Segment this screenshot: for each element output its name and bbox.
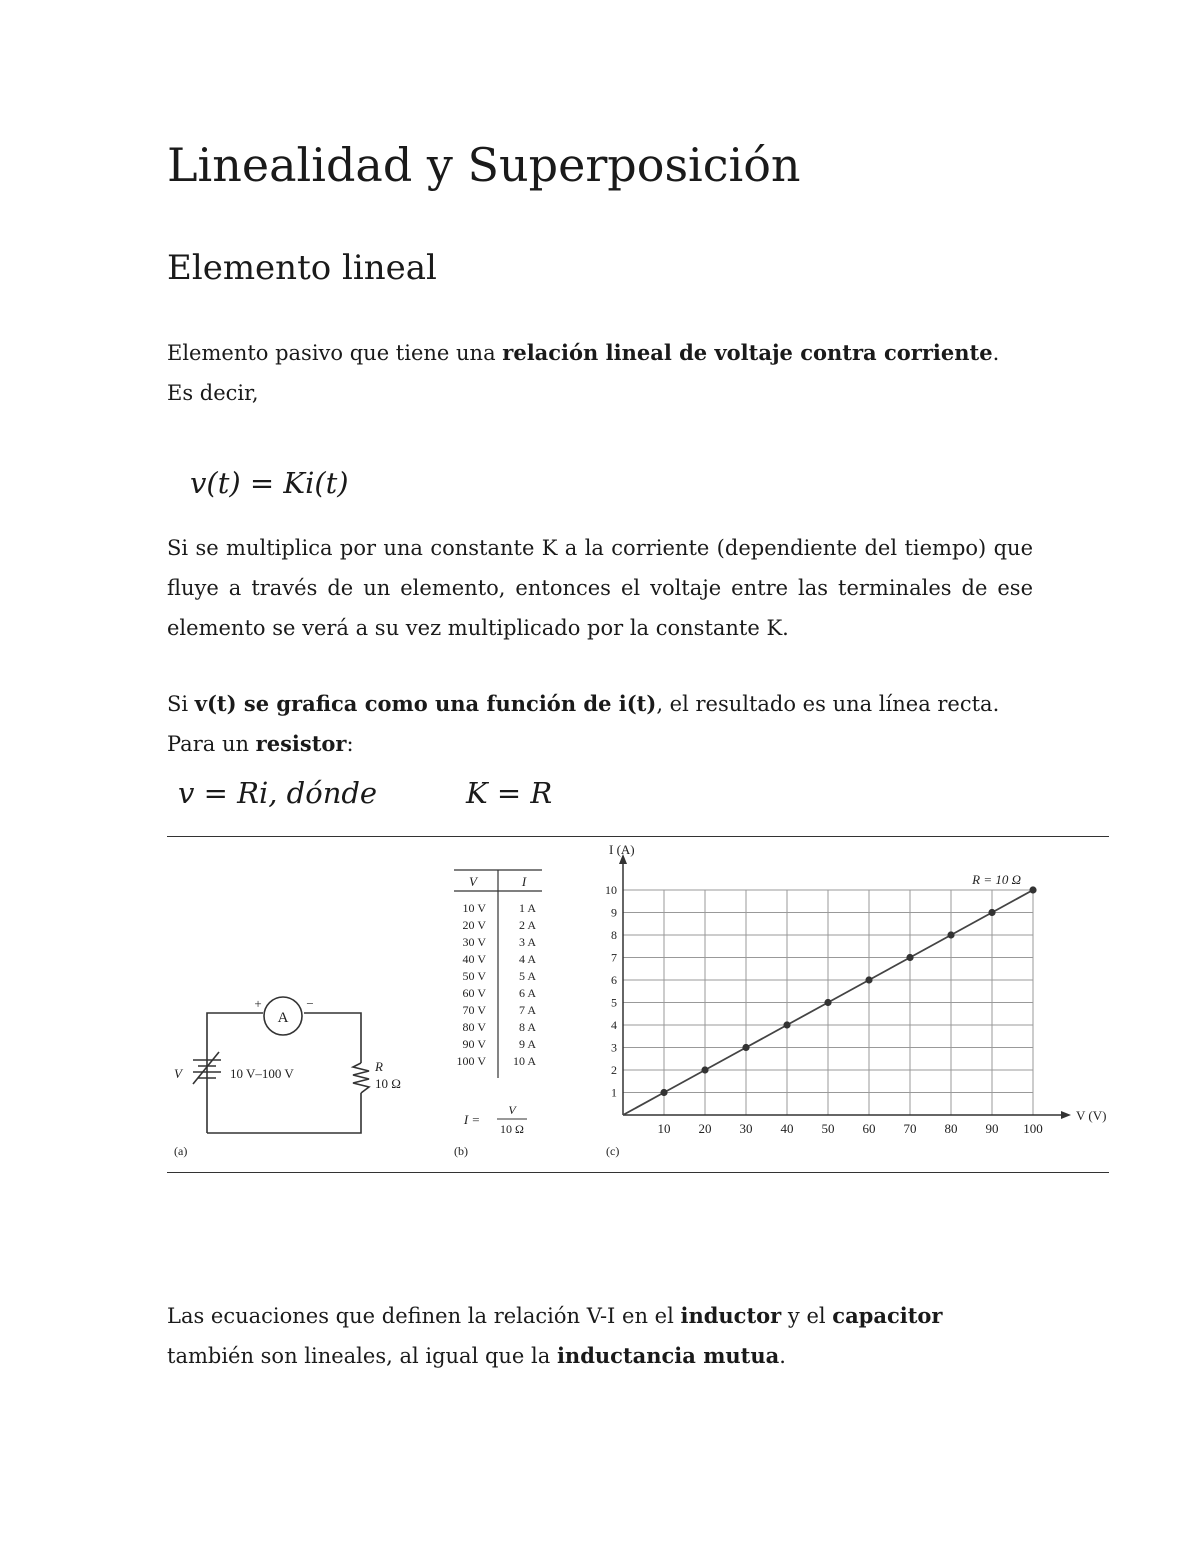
data-point	[783, 1021, 790, 1028]
caption-a: (a)	[174, 1144, 188, 1158]
table-cell-v: 100 V	[456, 1054, 486, 1068]
table-cell-i: 7 A	[518, 1003, 536, 1017]
data-point	[947, 931, 954, 938]
y-axis-label: I (A)	[609, 842, 635, 857]
table-cell-v: 50 V	[462, 969, 486, 983]
page-title: Linealidad y Superposición	[167, 138, 801, 192]
x-tick-label: 10	[657, 1121, 671, 1136]
data-point	[865, 976, 872, 983]
figure-bottom-rule	[167, 1172, 1109, 1173]
formula-denominator: 10 Ω	[500, 1122, 524, 1136]
y-tick-label: 3	[611, 1040, 617, 1055]
y-tick-label: 2	[611, 1063, 617, 1077]
text-span: .	[779, 1344, 786, 1368]
x-tick-label: 30	[739, 1121, 753, 1136]
y-tick-label: 5	[611, 995, 617, 1010]
section-heading: Elemento lineal	[167, 248, 437, 288]
data-point	[824, 999, 831, 1006]
table-cell-v: 80 V	[462, 1020, 486, 1034]
x-axis-label: V (V)	[1076, 1108, 1107, 1123]
ammeter-label: A	[277, 1010, 289, 1026]
vi-chart	[605, 842, 1106, 1136]
table-rows	[457, 901, 537, 1068]
text-span: también son lineales, al igual que la	[167, 1344, 557, 1368]
data-point	[1029, 886, 1036, 893]
vi-table	[454, 870, 542, 1158]
table-cell-i: 10 A	[512, 1054, 536, 1068]
bold-span: v(t) se grafica como una función de i(t)	[194, 691, 657, 716]
text-span: , el resultado es una línea recta.	[656, 692, 1000, 716]
table-header-i: I	[521, 874, 527, 889]
x-axis-arrow	[1061, 1111, 1071, 1119]
ammeter-minus: −	[306, 996, 314, 1011]
series-label: R = 10 Ω	[972, 872, 1021, 887]
wire-right	[304, 1013, 361, 1063]
source-range: 10 V–100 V	[230, 1066, 294, 1081]
y-tick-label: 8	[611, 928, 617, 942]
y-tick-label: 9	[611, 905, 617, 920]
table-cell-v: 70 V	[462, 1003, 486, 1017]
table-cell-i: 4 A	[518, 952, 536, 966]
data-point	[988, 909, 995, 916]
x-tick-label: 20	[698, 1121, 712, 1136]
x-tick-label: 40	[780, 1121, 794, 1136]
paragraph-constant: Si se multiplica por una constante K a la corriente (dependiente del tiempo) que fluye a través de un elemento, entonces el voltaje entre las terminales de ese elemento se verá a su vez multiplicado por la constante K.	[167, 536, 1033, 640]
text-span: :	[346, 732, 354, 756]
caption-c: (c)	[606, 1144, 620, 1158]
text-span: .	[992, 341, 1000, 365]
table-cell-i: 8 A	[518, 1020, 536, 1034]
figure-top-rule	[167, 836, 1109, 837]
bold-span: resistor	[255, 731, 347, 756]
data-point	[742, 1044, 749, 1051]
figure-panel	[160, 838, 1120, 1170]
table-cell-i: 1 A	[518, 901, 536, 915]
text-span: Elemento pasivo que tiene una	[167, 341, 503, 365]
formula-numerator: V	[508, 1103, 516, 1117]
table-cell-v: 40 V	[462, 952, 486, 966]
x-tick-label: 60	[862, 1121, 876, 1136]
caption-b: (b)	[454, 1144, 468, 1158]
data-point	[660, 1089, 667, 1096]
text-span: Para un	[167, 732, 256, 756]
y-tick-label: 7	[611, 950, 617, 965]
table-cell-v: 10 V	[462, 901, 486, 915]
table-cell-i: 5 A	[518, 969, 536, 983]
variable-arrow	[193, 1052, 219, 1084]
paragraph-inductor-capacitor	[167, 1296, 1033, 1376]
table-header-v: V	[469, 874, 477, 889]
source-label: V	[174, 1066, 182, 1081]
y-tick-label: 10	[605, 883, 617, 897]
resistor-zigzag	[353, 1063, 369, 1093]
y-tick-label: 6	[611, 973, 617, 987]
x-tick-label: 80	[944, 1121, 958, 1136]
text-span: Si	[167, 692, 195, 716]
y-tick-label: 4	[611, 1018, 617, 1032]
table-cell-v: 30 V	[462, 935, 486, 949]
y-tick-label: 1	[611, 1085, 617, 1100]
equation-k: K = R	[466, 776, 553, 810]
paragraph-graph	[167, 684, 1033, 764]
table-cell-v: 60 V	[462, 986, 486, 1000]
ammeter-plus: +	[254, 996, 262, 1011]
equation-linear: v(t) = Ki(t)	[190, 466, 349, 500]
paragraph-definition	[167, 333, 1033, 413]
text-span: Es decir,	[167, 381, 259, 405]
table-cell-v: 20 V	[462, 918, 486, 932]
table-cell-i: 6 A	[518, 986, 536, 1000]
x-tick-label: 100	[1023, 1121, 1043, 1136]
table-cell-v: 90 V	[462, 1037, 486, 1051]
bold-span: inductancia mutua	[556, 1343, 780, 1368]
bold-span: relación lineal de voltaje contra corriente	[502, 340, 993, 365]
table-cell-i: 9 A	[518, 1037, 536, 1051]
data-point	[906, 954, 913, 961]
bold-span: inductor	[680, 1303, 782, 1328]
wire-bottom	[207, 1093, 361, 1133]
equation-resistor: v = Ri, dónde	[178, 776, 378, 810]
resistor-value: 10 Ω	[375, 1076, 401, 1091]
resistor-symbol: R	[375, 1059, 383, 1074]
table-cell-i: 2 A	[518, 918, 536, 932]
bold-span: capacitor	[832, 1303, 943, 1328]
x-tick-label: 50	[821, 1121, 835, 1136]
x-tick-label: 90	[985, 1121, 999, 1136]
text-span: Las ecuaciones que definen la relación V-I en el	[167, 1304, 681, 1328]
x-tick-label: 70	[903, 1121, 917, 1136]
formula-lhs: I =	[463, 1112, 481, 1127]
text-span: y el	[781, 1304, 833, 1328]
data-point	[701, 1066, 708, 1073]
table-cell-i: 3 A	[518, 935, 536, 949]
